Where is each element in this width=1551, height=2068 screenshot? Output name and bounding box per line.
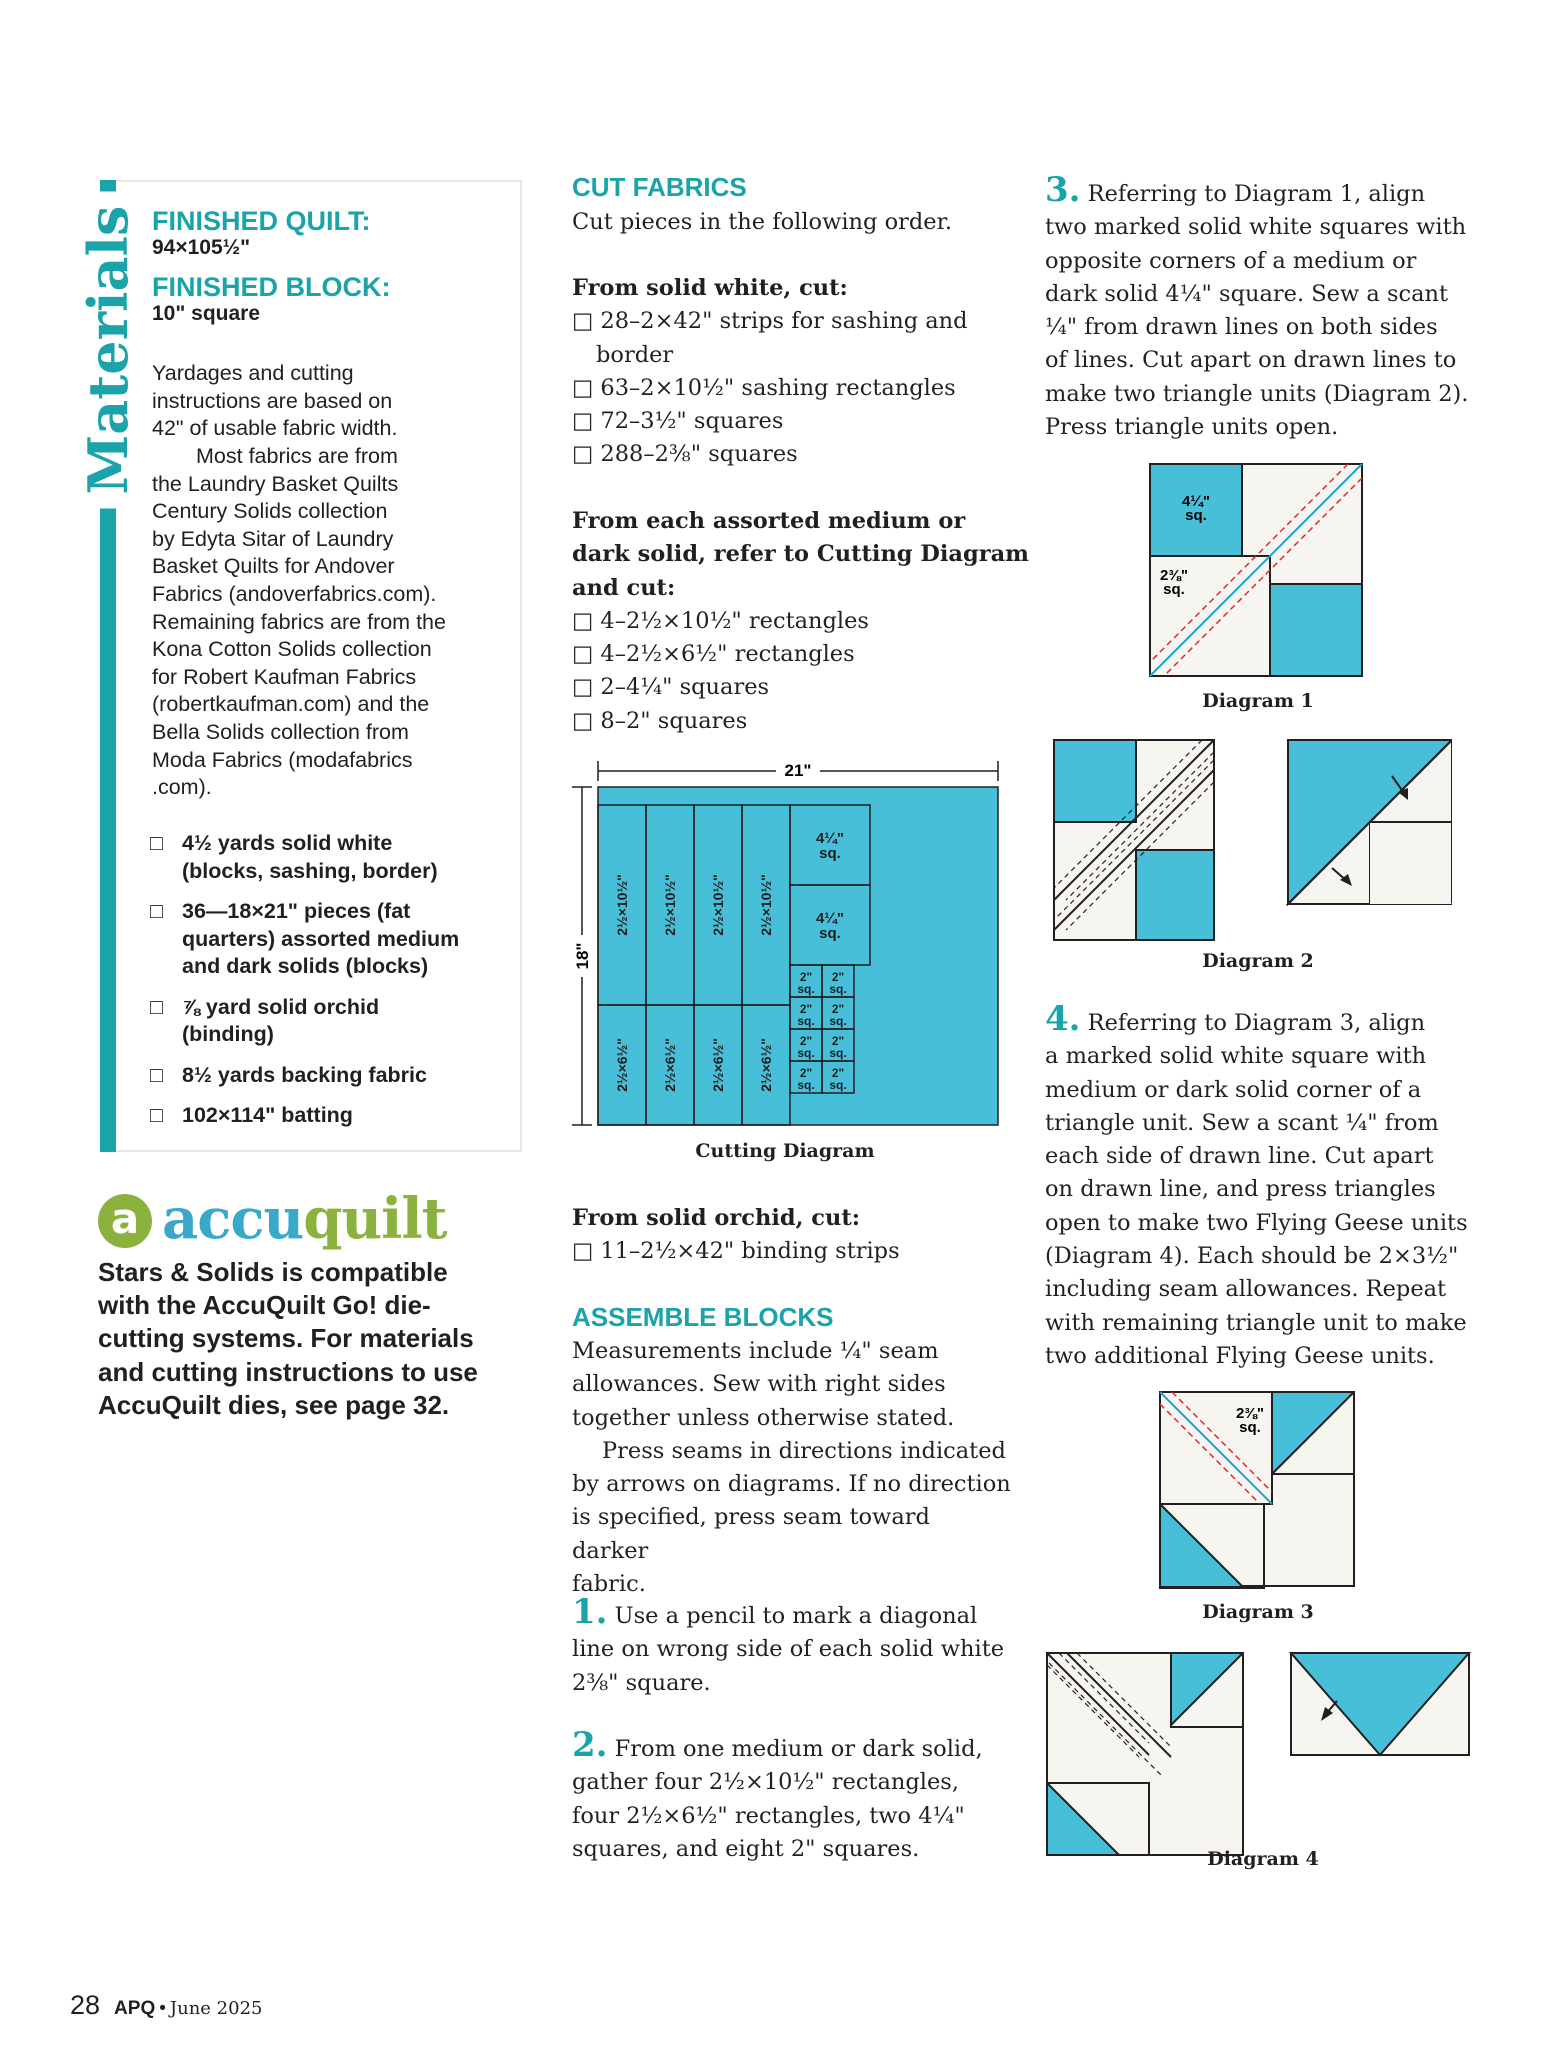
svg-text:2½×10½": 2½×10½" <box>614 874 630 936</box>
footer: 28 APQ • June 2025 <box>70 1990 263 2020</box>
magazine-name: APQ <box>114 1998 156 2019</box>
step-1: 1. Use a pencil to mark a diagonal line on wrong side of each solid white 2⅜" square. <box>572 1592 1005 1696</box>
svg-text:sq.: sq. <box>1163 581 1185 598</box>
list-item: □ ⅞ yard solid orchid (binding) <box>150 994 380 1046</box>
step-3: 3. Referring to Diagram 1, align two marked solid white squares with opposite corners of a medium or dark solid 4¼" square. Sew a scant ¼" from drawn lines on both sides of lines. Cut apart on drawn lines to make two triangle units (Diagram 2). Press triangle units open. <box>1045 170 1469 441</box>
svg-text:sq.: sq. <box>829 982 847 996</box>
diagram-2-caption: Diagram 2 <box>1202 950 1314 972</box>
svg-text:2": 2" <box>799 1034 813 1048</box>
assemble-blocks-heading: ASSEMBLE BLOCKS <box>572 1302 834 1332</box>
svg-text:sq.: sq. <box>797 1046 815 1060</box>
svg-text:sq.: sq. <box>797 1014 815 1028</box>
list-item: □ 102×114" batting <box>150 1103 353 1127</box>
diagram-3-caption: Diagram 3 <box>1202 1601 1314 1623</box>
accuquilt-note: Stars & Solids is compatible with the AccuQuilt Go! die- cutting systems. For materials and cutting instructions to use AccuQuilt dies, see page 32. <box>98 1257 478 1420</box>
materials-list <box>150 830 510 1130</box>
height-label: 18" <box>573 942 592 970</box>
svg-text:2½×10½": 2½×10½" <box>710 874 726 936</box>
cutting-diagram <box>560 755 1010 1135</box>
svg-text:2½×10½": 2½×10½" <box>662 874 678 936</box>
accuquilt-logo-mark: a <box>98 1194 152 1248</box>
svg-text:sq.: sq. <box>829 1014 847 1028</box>
diagram-1 <box>1148 462 1364 678</box>
diagram-1-caption: Diagram 1 <box>1202 690 1314 712</box>
finished-quilt-label: FINISHED QUILT: <box>152 206 371 236</box>
svg-text:2": 2" <box>799 1066 813 1080</box>
diagram-2 <box>1052 738 1452 948</box>
diagram-4-caption: Diagram 4 <box>1207 1848 1319 1870</box>
finished-quilt-value: 94×105½" <box>152 236 251 259</box>
width-label: 21" <box>784 761 812 780</box>
svg-text:2": 2" <box>831 1002 845 1016</box>
materials-fabrics-note: Most fabrics are from the Laundry Basket Quilts Century Solids collection by Edyta Sitar of Laundry Basket Quilts for Andover Fabrics (andoverfabrics.com). Remaining fabrics are from the Kona Cotton Solids collection for Robert Kaufman Fabrics (robertkaufman.com) and the Bella Solids collection from Moda Fabrics (modafabrics .com). <box>152 444 446 800</box>
assemble-intro: Measurements include ¼" seam allowances. Sew with right sides together unless otherwise stated. Press seams in directions indicated by arrows on diagrams. If no direction is specified, press seam toward darker fabric. <box>572 1338 1011 1598</box>
cutting-diagram-caption: Cutting Diagram <box>695 1140 875 1162</box>
step-2: 2. From one medium or dark solid, gather four 2½×10½" rectangles, four 2½×6½" rectangles, two 4¼" squares, and eight 2" squares. <box>572 1725 983 1862</box>
svg-text:2½×6½": 2½×6½" <box>758 1038 774 1092</box>
orchid-cut-list: From solid orchid, cut: □ 11–2½×42" binding strips <box>572 1205 900 1265</box>
svg-text:2½×10½": 2½×10½" <box>758 874 774 936</box>
svg-text:sq.: sq. <box>797 1078 815 1092</box>
svg-text:2⅜": 2⅜" <box>1160 567 1188 584</box>
accuquilt-wordmark: accuquilt <box>162 1186 447 1252</box>
svg-text:sq.: sq. <box>829 1078 847 1092</box>
svg-text:sq.: sq. <box>1239 1419 1261 1436</box>
svg-text:sq.: sq. <box>819 845 841 862</box>
svg-text:2½×6½": 2½×6½" <box>710 1038 726 1092</box>
svg-text:sq.: sq. <box>819 925 841 942</box>
materials-side-title: Materials <box>58 180 158 520</box>
finished-block-value: 10" square <box>152 302 261 325</box>
svg-text:2": 2" <box>799 1002 813 1016</box>
svg-text:4¼": 4¼" <box>1182 493 1210 510</box>
svg-text:2": 2" <box>831 970 845 984</box>
svg-text:2": 2" <box>799 970 813 984</box>
svg-text:2½×6½": 2½×6½" <box>662 1038 678 1092</box>
cut-fabrics-intro: Cut pieces in the following order. <box>572 209 953 235</box>
svg-text:2": 2" <box>831 1034 845 1048</box>
cut-fabrics-heading: CUT FABRICS <box>572 172 747 202</box>
svg-text:sq.: sq. <box>1185 507 1207 524</box>
svg-text:sq.: sq. <box>797 982 815 996</box>
materials-intro: Yardages and cutting instructions are based on 42" of usable fabric width. <box>152 361 398 441</box>
list-item: □ 4½ yards solid white (blocks, sashing, border) <box>150 831 438 883</box>
svg-text:2": 2" <box>831 1066 845 1080</box>
svg-text:sq.: sq. <box>829 1046 847 1060</box>
svg-text:4¼": 4¼" <box>816 830 844 847</box>
svg-text:2½×6½": 2½×6½" <box>614 1038 630 1092</box>
white-cut-list: From solid white, cut: □ 28–2×42" strips for sashing and border □ 63–2×10½" sashing rectangles □ 72–3½" squares □ 288–2⅜" squares <box>572 275 968 468</box>
diagram-3 <box>1158 1390 1358 1590</box>
diagram-4 <box>1045 1651 1471 1859</box>
svg-text:2⅜": 2⅜" <box>1236 1405 1264 1422</box>
list-item: □ 36—18×21" pieces (fat quarters) assorted medium and dark solids (blocks) <box>150 899 460 978</box>
finished-block-label: FINISHED BLOCK: <box>152 272 391 302</box>
fat-quarter <box>598 787 998 1125</box>
accuquilt-logo <box>98 1186 518 1260</box>
issue-date: June 2025 <box>169 1998 263 2019</box>
step-4: 4. Referring to Diagram 3, align a marked solid white square with medium or dark solid corner of a triangle unit. Sew a scant ¼" from each side of drawn line. Cut apart on drawn line, and press triangles open to make two Flying Geese units (Diagram 4). Each should be 2×3½" including seam allowances. Repeat with remaining triangle unit to make two additional Flying Geese units. <box>1045 999 1468 1369</box>
assorted-cut-list: From each assorted medium or dark solid, refer to Cutting Diagram and cut: □ 4–2½×10½" rectangles □ 4–2½×6½" rectangles □ 2–4¼" squares □ 8–2" squares <box>572 508 1029 734</box>
page-number: 28 <box>70 1990 101 2020</box>
svg-text:4¼": 4¼" <box>816 910 844 927</box>
list-item: □ 8½ yards backing fabric <box>150 1062 427 1087</box>
